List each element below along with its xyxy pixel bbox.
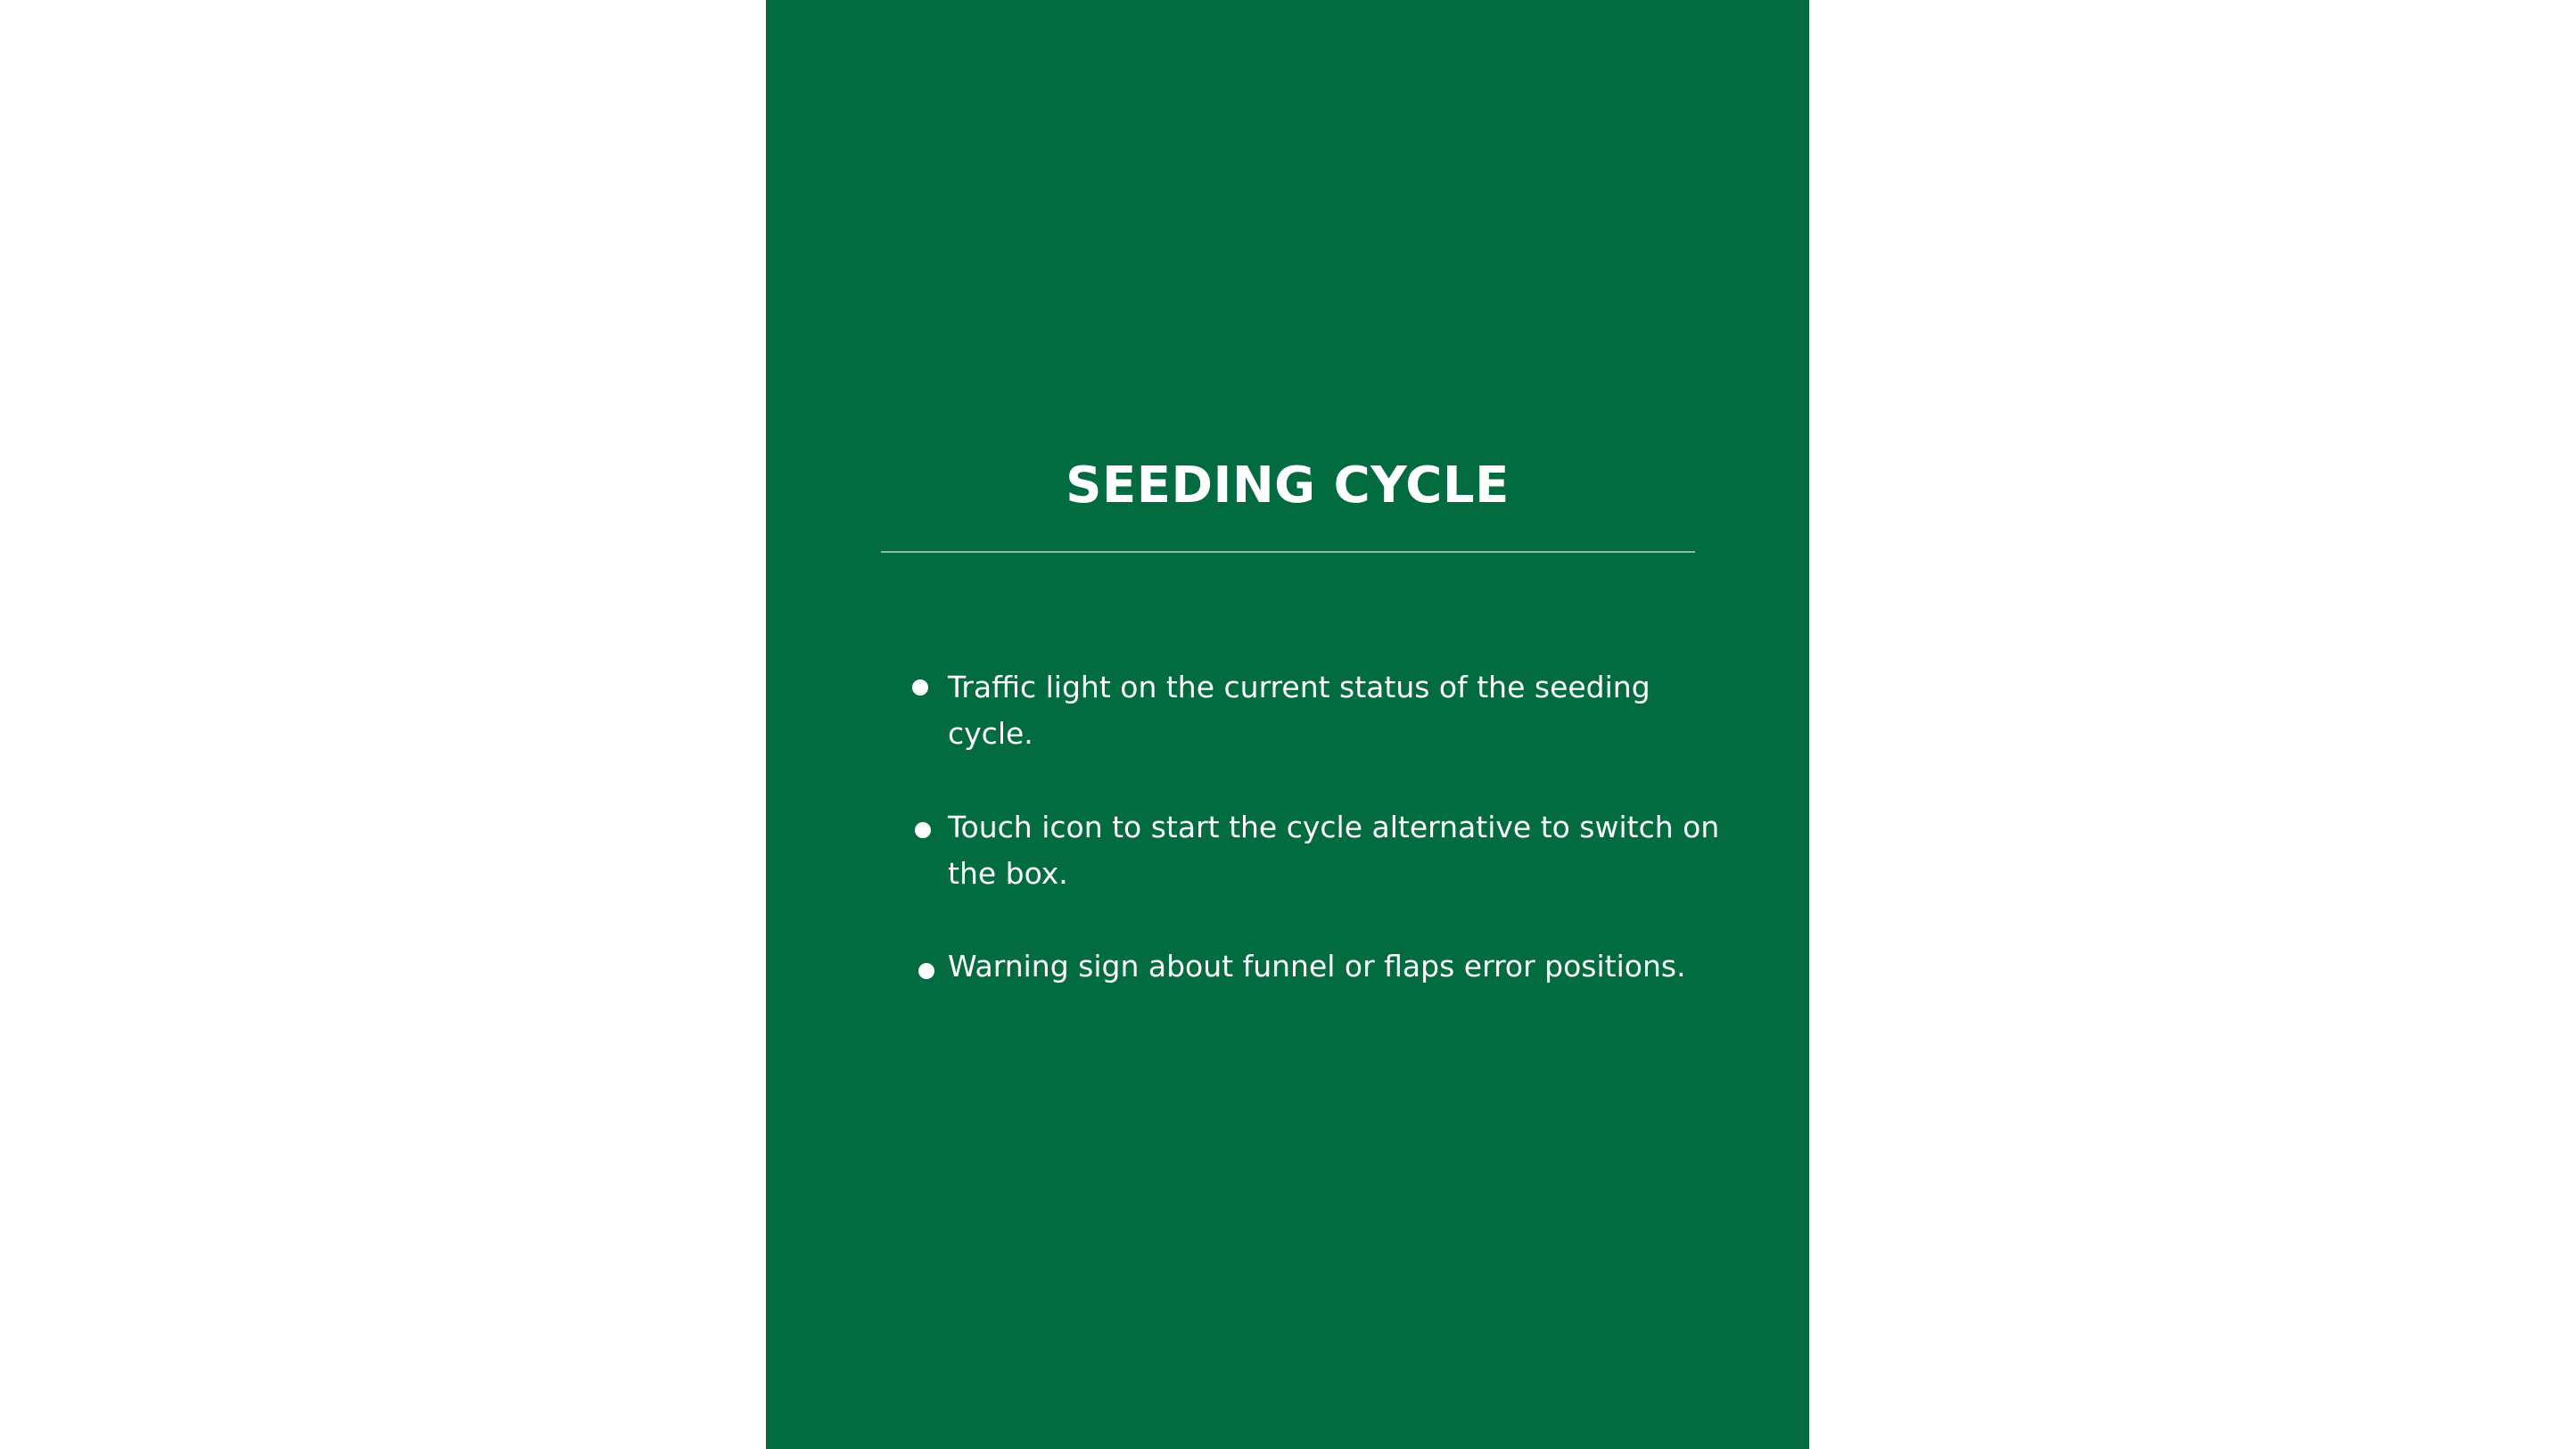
- list-item-text: Touch icon to start the cycle alternative to switch on the box.: [948, 810, 1720, 891]
- list-item-text: Traffic light on the current status of the seeding cycle.: [948, 670, 1650, 751]
- list-item-text: Warning sign about funnel or flaps error positions.: [948, 949, 1686, 984]
- seeding-cycle-panel: [766, 0, 1809, 1449]
- bullet-icon: [915, 822, 931, 838]
- panel-title: SEEDING CYCLE: [1066, 457, 1510, 515]
- bullet-icon: [918, 963, 934, 979]
- bullet-icon: [912, 679, 928, 696]
- feature-list: [766, 0, 1809, 1449]
